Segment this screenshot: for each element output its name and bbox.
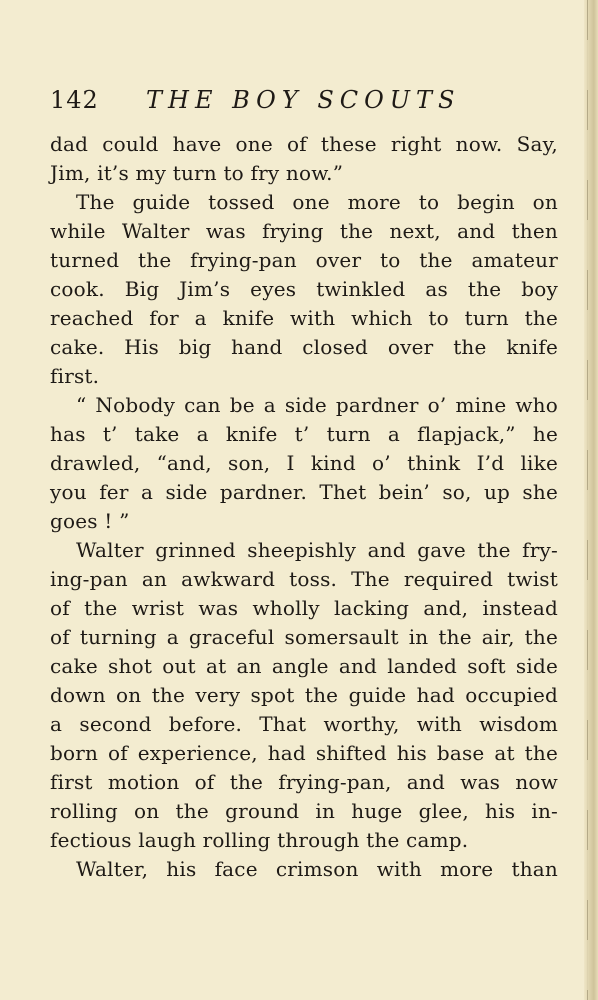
- text-line: drawled, “and, son, I kind o’ think I’d like: [50, 451, 558, 475]
- text-line: down on the very spot the guide had occupied: [50, 683, 558, 707]
- page-edge: [584, 0, 598, 1000]
- text-line: cook. Big Jim’s eyes twinkled as the boy: [50, 277, 558, 301]
- text-line: born of experience, had shifted his base at the: [50, 741, 558, 765]
- page-header: [50, 86, 558, 116]
- running-title: THE BOY SCOUTS: [146, 86, 461, 114]
- text-line: ing-pan an awkward toss. The required twist: [50, 567, 558, 591]
- text-line: cake shot out at an angle and landed soft side: [50, 654, 558, 678]
- text-line: The guide tossed one more to begin on: [76, 190, 558, 214]
- text-line: dad could have one of these right now. Say,: [50, 132, 558, 156]
- text-line: Walter, his face crimson with more than: [76, 857, 558, 881]
- page-number: 142: [50, 86, 99, 114]
- text-line: has t’ take a knife t’ turn a flapjack,” he: [50, 422, 558, 446]
- text-line: rolling on the ground in huge glee, his in-: [50, 799, 558, 823]
- body-text: [50, 130, 558, 884]
- text-line: Walter grinned sheepishly and gave the fry-: [76, 538, 558, 562]
- text-line: a second before. That worthy, with wisdom: [50, 712, 558, 736]
- text-line: of turning a graceful somersault in the air, the: [50, 625, 558, 649]
- text-line: first motion of the frying-pan, and was now: [50, 770, 558, 794]
- text-line: “ Nobody can be a side pardner o’ mine who: [76, 393, 558, 417]
- text-line: first.: [50, 364, 100, 388]
- text-line: while Walter was frying the next, and then: [50, 219, 558, 243]
- text-line: turned the frying-pan over to the amateur: [50, 248, 558, 272]
- text-line: goes ! ”: [50, 509, 130, 533]
- text-line: reached for a knife with which to turn the: [50, 306, 558, 330]
- text-line: of the wrist was wholly lacking and, instead: [50, 596, 558, 620]
- text-line: cake. His big hand closed over the knife: [50, 335, 558, 359]
- text-line: you fer a side pardner. Thet bein’ so, up she: [50, 480, 558, 504]
- text-line: Jim, it’s my turn to fry now.”: [50, 161, 344, 185]
- text-line: fectious laugh rolling through the camp.: [50, 828, 469, 852]
